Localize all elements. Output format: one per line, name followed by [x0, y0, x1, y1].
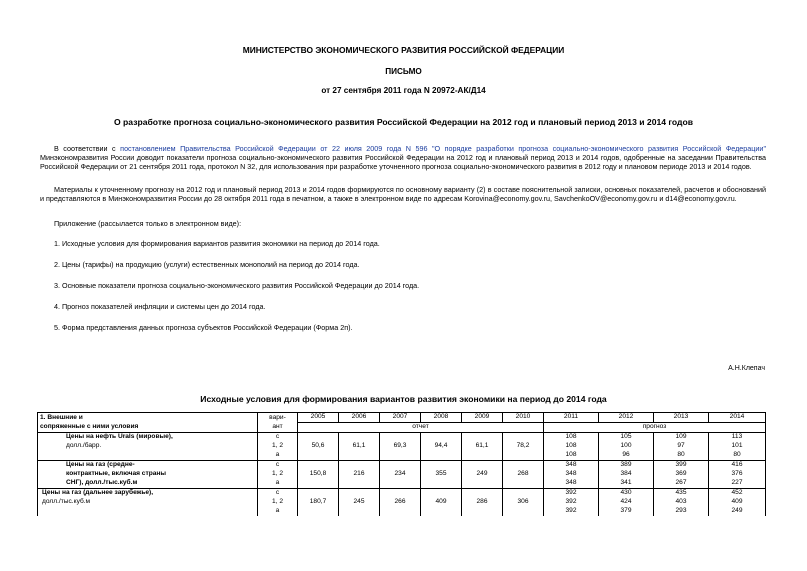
- empty-cell: [421, 489, 462, 499]
- actual-value-cell: 409: [421, 498, 462, 507]
- empty-cell: [339, 451, 380, 461]
- forecast-value-cell: 409: [709, 498, 766, 507]
- forecast-value-cell: 348: [544, 479, 599, 489]
- paragraph-1-start: В соответствии с: [54, 144, 121, 153]
- actual-value-cell: 306: [503, 498, 544, 507]
- forecast-value-cell: 108: [544, 442, 599, 451]
- forecast-value-cell: 267: [654, 479, 709, 489]
- forecast-value-cell: 452: [709, 489, 766, 499]
- empty-cell: [339, 461, 380, 471]
- actual-value-cell: 150,8: [298, 470, 339, 479]
- forecast-value-cell: 97: [654, 442, 709, 451]
- forecast-value-cell: 108: [544, 451, 599, 461]
- empty-cell: [503, 479, 544, 489]
- attachment-3: 3. Основные показатели прогноза социально-экономического развития Российской Федерации до 2014 года.: [54, 281, 420, 290]
- table-title: Исходные условия для формирования вариантов развития экономики на период до 2014 года: [200, 394, 607, 404]
- forecast-header: прогноз: [544, 423, 766, 433]
- forecast-value-cell: 249: [709, 507, 766, 516]
- actual-value-cell: 69,3: [380, 442, 421, 451]
- indicator-label: Цены на газ (дальнее зарубежье),: [38, 489, 258, 499]
- table-row: [38, 470, 766, 479]
- forecast-value-cell: 376: [709, 470, 766, 479]
- forecast-value-cell: 389: [599, 461, 654, 471]
- empty-cell: [380, 479, 421, 489]
- indicator-label: долл./тыс.куб.м: [38, 498, 258, 507]
- empty-cell: [298, 507, 339, 516]
- paragraph-1: [40, 144, 766, 171]
- forecast-value-cell: 80: [709, 451, 766, 461]
- indicator-label: СНГ), долл./тыс.куб.м: [38, 479, 258, 489]
- forecast-value-cell: 227: [709, 479, 766, 489]
- empty-cell: [339, 479, 380, 489]
- header-variant-cell: ант: [258, 423, 298, 433]
- forecast-value-cell: 96: [599, 451, 654, 461]
- actual-value-cell: 286: [462, 498, 503, 507]
- empty-cell: [380, 489, 421, 499]
- table-row: [38, 461, 766, 471]
- variant-cell: а: [258, 451, 298, 461]
- empty-cell: [462, 451, 503, 461]
- forecast-value-cell: 399: [654, 461, 709, 471]
- header-label-cell: 1. Внешние и: [38, 413, 258, 423]
- year-header: 2008: [421, 413, 462, 423]
- variant-cell: с: [258, 461, 298, 471]
- attachment-2: 2. Цены (тарифы) на продукцию (услуги) естественных монополий на период до 2014 года.: [54, 260, 360, 269]
- empty-cell: [462, 461, 503, 471]
- header-variant-cell: вари-: [258, 413, 298, 423]
- forecast-value-cell: 435: [654, 489, 709, 499]
- resolution-link[interactable]: постановлением Правительства Российской Федерации от 22 июля 2009 года N 596 "О порядке разработки прогноза социально-экономического развития Российской Федерации": [120, 144, 767, 153]
- actual-value-cell: 61,1: [339, 442, 380, 451]
- empty-cell: [462, 479, 503, 489]
- forecast-value-cell: 341: [599, 479, 654, 489]
- empty-cell: [298, 479, 339, 489]
- actual-value-cell: 78,2: [503, 442, 544, 451]
- attachment-1: 1. Исходные условия для формирования вариантов развития экономики на период до 2014 года.: [54, 239, 380, 248]
- initial-conditions-table: [37, 412, 766, 516]
- year-header: 2007: [380, 413, 421, 423]
- indicator-label: контрактные, включая страны: [38, 470, 258, 479]
- empty-cell: [380, 433, 421, 443]
- empty-cell: [503, 489, 544, 499]
- forecast-value-cell: 424: [599, 498, 654, 507]
- forecast-value-cell: 101: [709, 442, 766, 451]
- empty-cell: [421, 479, 462, 489]
- variant-cell: 1, 2: [258, 470, 298, 479]
- empty-cell: [462, 433, 503, 443]
- forecast-value-cell: 392: [544, 507, 599, 516]
- indicator-label: [38, 451, 258, 461]
- variant-cell: 1, 2: [258, 498, 298, 507]
- variant-cell: с: [258, 489, 298, 499]
- year-header: 2011: [544, 413, 599, 423]
- year-header: 2010: [503, 413, 544, 423]
- year-header: 2013: [654, 413, 709, 423]
- table-row: [38, 451, 766, 461]
- actual-value-cell: 234: [380, 470, 421, 479]
- year-header: 2006: [339, 413, 380, 423]
- table-row: [38, 489, 766, 499]
- forecast-value-cell: 384: [599, 470, 654, 479]
- report-header: отчет: [298, 423, 544, 433]
- empty-cell: [339, 507, 380, 516]
- signer-name: А.Н.Клепач: [728, 365, 765, 372]
- empty-cell: [380, 461, 421, 471]
- document-date-number: от 27 сентября 2011 года N 20972-АК/Д14: [321, 86, 486, 95]
- forecast-value-cell: 379: [599, 507, 654, 516]
- table-row: [38, 433, 766, 443]
- empty-cell: [380, 507, 421, 516]
- variant-cell: а: [258, 479, 298, 489]
- forecast-value-cell: 403: [654, 498, 709, 507]
- variant-cell: с: [258, 433, 298, 443]
- empty-cell: [339, 489, 380, 499]
- forecast-value-cell: 108: [544, 433, 599, 443]
- table-header-row: [38, 423, 766, 433]
- year-header: 2005: [298, 413, 339, 423]
- paragraph-1-end: Минэкономразвития России доводит показатели прогноза социально-экономического развития Российской Федерации на 2012 год и плановый период 2013 и 2014 годов, одобренные на заседании Правительства Российской Федерации от 21 сентября 2011 года, протокол N 32, для использования при разработке уточненного прогноза социально-экономического развития в 2012 году и плановом периоде 2013 и 2014 годов.: [40, 153, 766, 171]
- forecast-value-cell: 416: [709, 461, 766, 471]
- paragraph-2: Материалы к уточненному прогнозу на 2012 год и плановый период 2013 и 2014 годов формируются по основному варианту (2) в составе пояснительной записки, основных показателей, расчетов и обоснований и представляются в Минэкономразвития России до 28 октября 2011 года в печатном, а также в электронном виде по адресам Korovina@economy.gov.ru, SavchenkoOV@economy.gov.ru и d14@economy.gov.ru.: [40, 185, 766, 203]
- indicator-label: [38, 507, 258, 516]
- actual-value-cell: 61,1: [462, 442, 503, 451]
- ministry-title: МИНИСТЕРСТВО ЭКОНОМИЧЕСКОГО РАЗВИТИЯ РОССИЙСКОЙ ФЕДЕРАЦИИ: [242, 45, 565, 55]
- document-subject: О разработке прогноза социально-экономического развития Российской Федерации на 2012 год и плановый период 2013 и 2014 годов: [113, 117, 694, 127]
- forecast-value-cell: 100: [599, 442, 654, 451]
- attachment-5: 5. Форма представления данных прогноза субъектов Российской Федерации (Форма 2п).: [54, 323, 353, 332]
- empty-cell: [421, 507, 462, 516]
- forecast-value-cell: 369: [654, 470, 709, 479]
- actual-value-cell: 180,7: [298, 498, 339, 507]
- indicator-label: Цены на нефть Urals (мировые),: [38, 433, 258, 443]
- empty-cell: [298, 433, 339, 443]
- actual-value-cell: 216: [339, 470, 380, 479]
- table-row: [38, 498, 766, 507]
- table-header-row: [38, 413, 766, 423]
- forecast-value-cell: 80: [654, 451, 709, 461]
- empty-cell: [298, 451, 339, 461]
- forecast-value-cell: 348: [544, 470, 599, 479]
- actual-value-cell: 94,4: [421, 442, 462, 451]
- actual-value-cell: 245: [339, 498, 380, 507]
- empty-cell: [298, 461, 339, 471]
- empty-cell: [380, 451, 421, 461]
- empty-cell: [298, 489, 339, 499]
- attachments-title: Приложение (рассылается только в электронном виде):: [54, 219, 242, 228]
- forecast-value-cell: 105: [599, 433, 654, 443]
- forecast-value-cell: 430: [599, 489, 654, 499]
- forecast-value-cell: 113: [709, 433, 766, 443]
- year-header: 2012: [599, 413, 654, 423]
- empty-cell: [339, 433, 380, 443]
- actual-value-cell: 266: [380, 498, 421, 507]
- empty-cell: [462, 507, 503, 516]
- actual-value-cell: 50,6: [298, 442, 339, 451]
- forecast-value-cell: 293: [654, 507, 709, 516]
- table-row: [38, 442, 766, 451]
- forecast-value-cell: 109: [654, 433, 709, 443]
- year-header: 2009: [462, 413, 503, 423]
- table-row: [38, 507, 766, 516]
- empty-cell: [462, 489, 503, 499]
- empty-cell: [421, 433, 462, 443]
- empty-cell: [503, 507, 544, 516]
- variant-cell: 1, 2: [258, 442, 298, 451]
- empty-cell: [503, 433, 544, 443]
- year-header: 2014: [709, 413, 766, 423]
- empty-cell: [421, 451, 462, 461]
- forecast-value-cell: 392: [544, 498, 599, 507]
- empty-cell: [503, 461, 544, 471]
- empty-cell: [421, 461, 462, 471]
- document-type: ПИСЬМО: [385, 67, 422, 76]
- empty-cell: [503, 451, 544, 461]
- table-row: [38, 479, 766, 489]
- indicator-label: долл./барр.: [38, 442, 258, 451]
- header-label-cell: сопряженные с ними условия: [38, 423, 258, 433]
- forecast-value-cell: 392: [544, 489, 599, 499]
- actual-value-cell: 268: [503, 470, 544, 479]
- forecast-value-cell: 348: [544, 461, 599, 471]
- attachment-4: 4. Прогноз показателей инфляции и системы цен до 2014 года.: [54, 302, 266, 311]
- variant-cell: а: [258, 507, 298, 516]
- indicator-label: Цены на газ (средне-: [38, 461, 258, 471]
- actual-value-cell: 249: [462, 470, 503, 479]
- actual-value-cell: 355: [421, 470, 462, 479]
